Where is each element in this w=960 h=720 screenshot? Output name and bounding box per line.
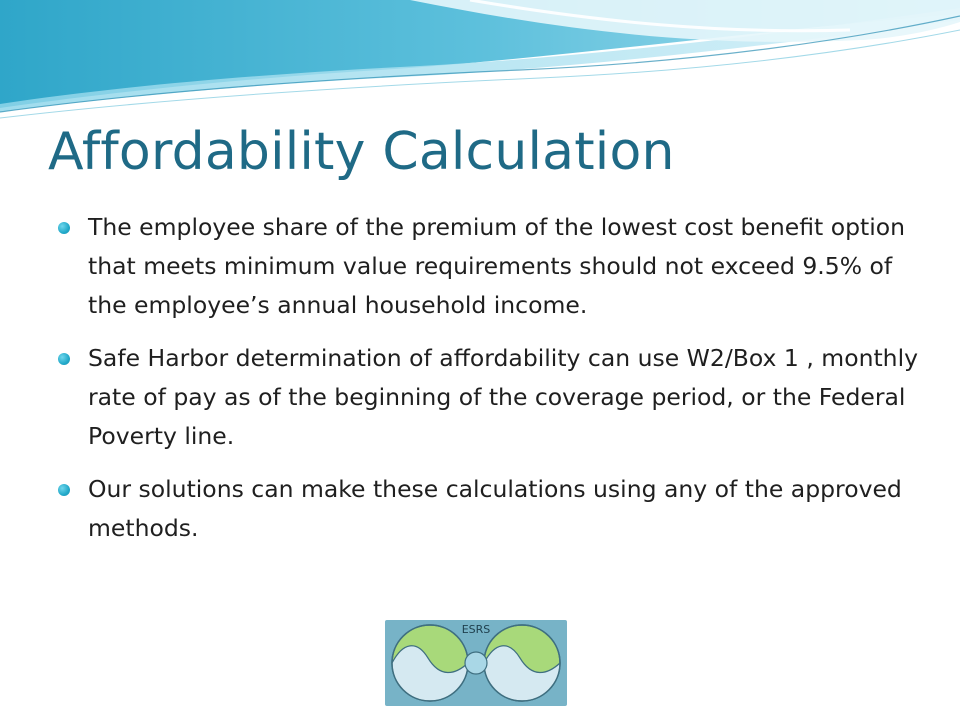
bullet-text: Safe Harbor determination of affordability can use W2/Box 1 , monthly rate of pay as of the beginning of the coverage period, or the Federal Poverty line. — [88, 344, 919, 450]
logo-text: ESRS — [461, 623, 491, 636]
bullet-item — [58, 208, 918, 325]
bullet-text: Our solutions can make these calculations using any of the approved methods. — [88, 475, 902, 542]
bullet-list — [58, 208, 918, 562]
bullet-text: The employee share of the premium of the lowest cost benefit option that meets minimum value requirements should not exceed 9.5% of the employee’s annual household income. — [88, 213, 906, 319]
bullet-item — [58, 470, 918, 548]
slide-title: Affordability Calculation — [48, 122, 675, 182]
header-wave-decoration — [0, 0, 960, 120]
bullet-item — [58, 339, 918, 456]
teal-circle-bullet-icon — [58, 353, 70, 365]
esrs-logo — [385, 620, 567, 706]
teal-circle-bullet-icon — [58, 484, 70, 496]
teal-circle-bullet-icon — [58, 222, 70, 234]
